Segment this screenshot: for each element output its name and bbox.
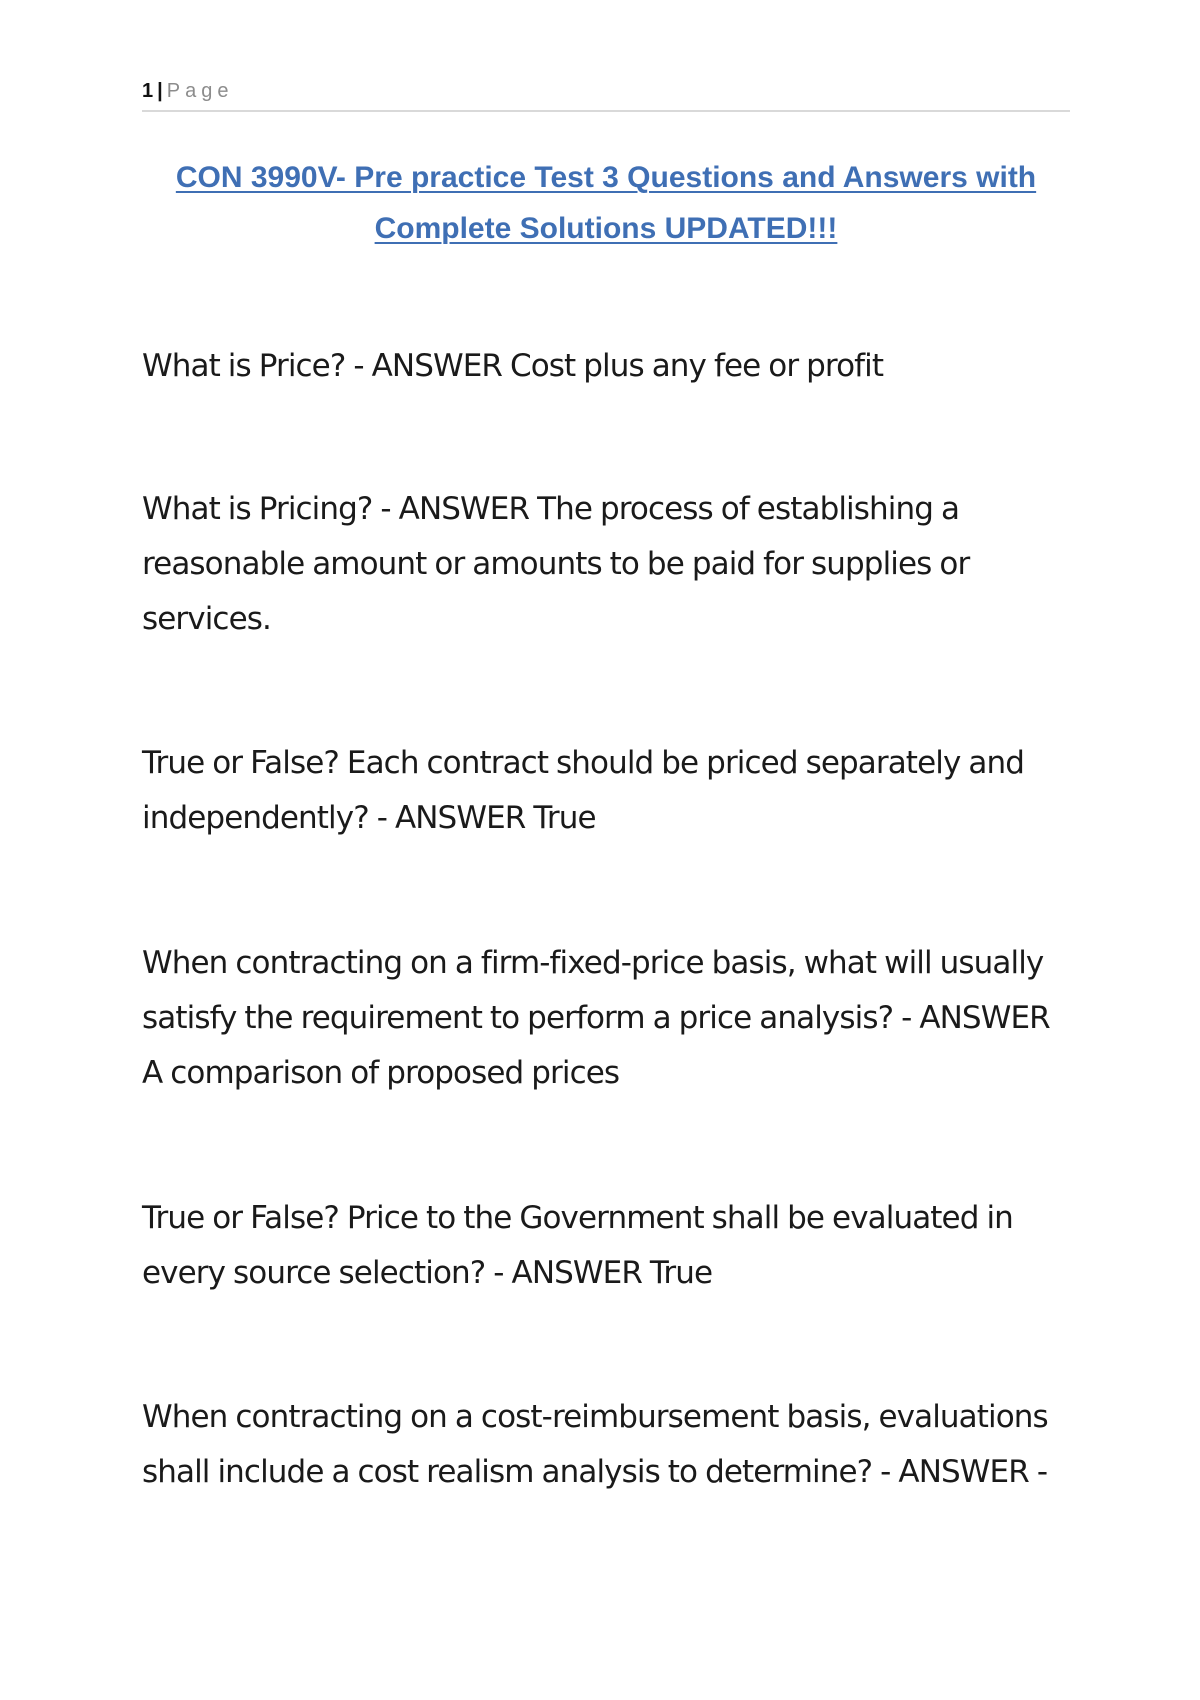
page-number: 1 (142, 80, 154, 102)
page-label: Page (166, 80, 234, 102)
qa-item: True or False? Each contract should be priced separately and independently? - ANSWER True (142, 745, 1024, 836)
qa-item: What is Price? - ANSWER Cost plus any fee or profit (142, 348, 884, 384)
qa-item: True or False? Price to the Government shall be evaluated in every source selection? - ANSWER True (142, 1200, 1013, 1291)
qa-item: When contracting on a firm-fixed-price basis, what will usually satisfy the requirement to perform a price analysis? - ANSWER A comparison of proposed prices (142, 945, 1050, 1091)
page-header (142, 78, 1070, 112)
document-title: CON 3990V- Pre practice Test 3 Questions and Answers with Complete Solutions UPDATED!!! (175, 161, 1037, 245)
page-separator: | (157, 80, 163, 102)
qa-item: When contracting on a cost-reimbursement basis, evaluations shall include a cost realism analysis to determine? - ANSWER - (142, 1399, 1048, 1490)
qa-item: What is Pricing? - ANSWER The process of establishing a reasonable amount or amounts to be paid for supplies or services. (142, 491, 970, 637)
